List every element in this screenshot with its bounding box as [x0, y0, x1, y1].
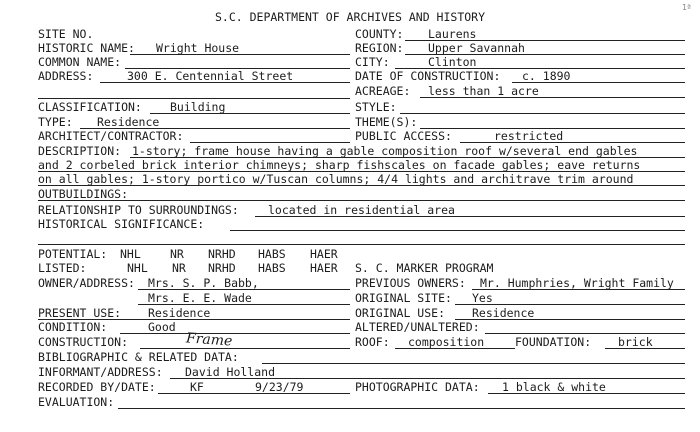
description-line-3: on all gables; 1-story portico w/Tuscan columns; 4/4 lights and architrave trim around: [38, 172, 634, 186]
potential-nhl: NHL: [120, 247, 141, 261]
theme-label: THEME(S):: [355, 115, 418, 129]
relationship-label: RELATIONSHIP TO SURROUNDINGS:: [38, 203, 239, 217]
previous-owners-value: Mr. Humphries, Wright Family: [480, 276, 674, 290]
roof-value: composition: [408, 335, 485, 349]
architect-label: ARCHITECT/CONTRACTOR:: [38, 129, 184, 143]
altered-rule: [485, 333, 685, 334]
owner-address-label: OWNER/ADDRESS:: [38, 276, 135, 290]
form-title: S.C. DEPARTMENT OF ARCHIVES AND HISTORY: [215, 10, 486, 24]
potential-haer: HAER: [310, 247, 338, 261]
county-value: Laurens: [428, 27, 477, 41]
construction-label: CONSTRUCTION:: [38, 335, 129, 349]
roof-rule: [395, 348, 515, 349]
present-use-label: PRESENT USE:: [38, 306, 122, 320]
foundation-value: brick: [618, 335, 653, 349]
recorded-date-value: 9/23/79: [255, 380, 304, 394]
informant-value: David Holland: [185, 365, 276, 379]
date-construction-value: c. 1890: [522, 69, 571, 83]
original-use-value: Residence: [472, 306, 535, 320]
condition-rule: [120, 333, 350, 334]
potential-habs: HABS: [258, 247, 286, 261]
listed-nhl: NHL: [127, 261, 148, 275]
region-value: Upper Savannah: [428, 41, 525, 55]
address-value: 300 E. Centennial Street: [127, 69, 294, 83]
public-access-rule: [460, 142, 685, 143]
acreage-rule: [420, 97, 685, 98]
description-label: DESCRIPTION:: [38, 144, 122, 158]
bibliographic-label: BIBLIOGRAPHIC & RELATED DATA:: [38, 350, 239, 364]
date-construction-rule: [512, 82, 685, 83]
listed-label: LISTED:: [38, 261, 87, 275]
listed-haer: HAER: [310, 261, 338, 275]
potential-nrhd: NRHD: [208, 247, 236, 261]
present-use-value: Residence: [148, 306, 211, 320]
altered-label: ALTERED/UNALTERED:: [355, 320, 480, 334]
informant-rule: [170, 378, 685, 379]
owner-line-1: Mrs. S. P. Babb,: [148, 276, 259, 290]
listed-habs: HABS: [258, 261, 286, 275]
classification-label: CLASSIFICATION:: [38, 100, 142, 114]
original-use-rule: [455, 319, 685, 320]
photo-label: PHOTOGRAPHIC DATA:: [355, 380, 480, 394]
evaluation-rule: [118, 408, 685, 409]
type-label: TYPE:: [38, 115, 73, 129]
classification-value: Building: [170, 100, 226, 114]
region-label: REGION:: [355, 41, 404, 55]
city-label: CITY:: [355, 55, 390, 69]
classification-rule: [150, 113, 350, 114]
original-use-label: ORIGINAL USE:: [355, 306, 446, 320]
site-no-label: SITE NO.: [38, 27, 94, 41]
description-line-1: 1-story; frame house having a gable composition roof w/several end gables: [132, 144, 638, 158]
original-site-label: ORIGINAL SITE:: [355, 291, 452, 305]
condition-label: CONDITION:: [38, 320, 108, 334]
historic-name-value: Wright House: [156, 41, 240, 55]
style-label: STYLE:: [355, 100, 397, 114]
photo-value: 1 black & white: [502, 380, 606, 394]
listed-nrhd: NRHD: [208, 261, 236, 275]
condition-value: Good: [148, 320, 176, 334]
potential-label: POTENTIAL:: [38, 247, 108, 261]
acreage-label: ACREAGE:: [355, 84, 411, 98]
description-rule-3: [38, 185, 685, 186]
significance-rule: [230, 230, 685, 231]
recorded-by-value: KF: [190, 380, 204, 394]
previous-owners-label: PREVIOUS OWNERS:: [355, 276, 466, 290]
foundation-label: FOUNDATION:: [515, 335, 592, 349]
construction-rule: [140, 348, 350, 349]
address-label: ADDRESS:: [38, 69, 94, 83]
type-value: Residence: [97, 115, 160, 129]
section-divider-1: [38, 98, 350, 99]
owner-rule-1: [138, 289, 350, 290]
foundation-rule: [605, 348, 685, 349]
outbuildings-label: OUTBUILDINGS:: [38, 187, 129, 201]
county-label: COUNTY:: [355, 27, 404, 41]
owner-rule-2: [138, 304, 350, 305]
relationship-value: located in residential area: [268, 203, 455, 217]
recorded-label: RECORDED BY/DATE:: [38, 380, 156, 394]
potential-nr: NR: [170, 247, 184, 261]
address-rule: [100, 82, 350, 83]
common-name-label: COMMON NAME:: [38, 55, 122, 69]
historic-name-label: HISTORIC NAME:: [38, 41, 135, 55]
roof-label: ROOF:: [355, 335, 390, 349]
significance-label: HISTORICAL SIGNIFICANCE:: [38, 217, 205, 231]
corner-mark: 1ª: [682, 3, 691, 12]
listed-nr: NR: [172, 261, 186, 275]
public-access-label: PUBLIC ACCESS:: [355, 129, 452, 143]
marker-program-label: S. C. MARKER PROGRAM: [355, 261, 494, 275]
description-line-2: and 2 corbeled brick interior chimneys; sharp fishscales on facade gables; eave returns: [38, 158, 641, 172]
public-access-value: restricted: [494, 129, 564, 143]
outbuildings-rule: [38, 200, 685, 201]
original-site-rule: [455, 304, 685, 305]
acreage-value: less than 1 acre: [428, 84, 539, 98]
section-divider-2: [38, 244, 685, 245]
historic-name-rule: [130, 54, 350, 55]
original-site-value: Yes: [472, 291, 493, 305]
previous-owners-rule: [472, 289, 685, 290]
informant-label: INFORMANT/ADDRESS:: [38, 365, 163, 379]
owner-line-2: Mrs. E. E. Wade: [148, 291, 252, 305]
architect-rule: [190, 142, 350, 143]
evaluation-label: EVALUATION:: [38, 395, 115, 409]
photo-rule: [488, 393, 685, 394]
style-rule: [400, 113, 685, 114]
relationship-rule: [255, 216, 685, 217]
bibliographic-rule: [262, 363, 685, 364]
date-construction-label: DATE OF CONSTRUCTION:: [355, 69, 501, 83]
construction-value: Frame: [185, 330, 233, 350]
city-value: Clinton: [428, 55, 477, 69]
recorded-rule: [158, 393, 350, 394]
